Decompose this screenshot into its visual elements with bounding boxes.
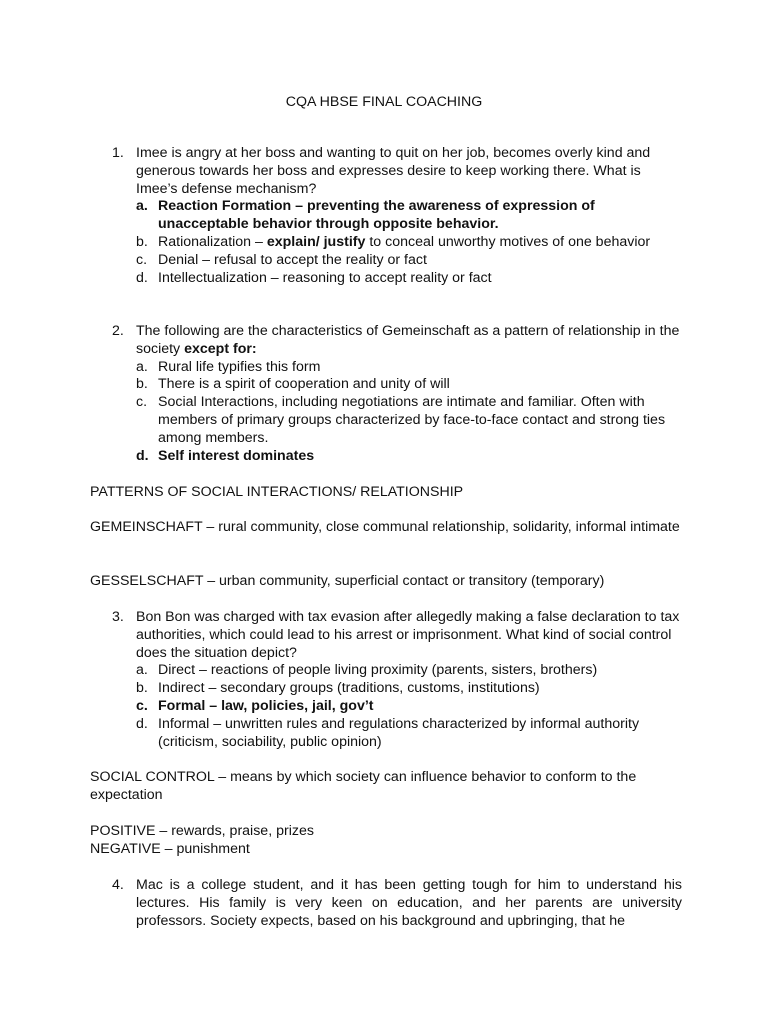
- option-list: [136, 198, 682, 287]
- option-b: [136, 376, 682, 394]
- option-text: Intellectualization – reasoning to accept reality or fact: [158, 269, 492, 286]
- option-list: [136, 662, 682, 751]
- option-a: [136, 662, 682, 680]
- option-b: [136, 680, 682, 698]
- question-number: 2.: [112, 323, 124, 339]
- option-letter: b.: [136, 233, 148, 250]
- option-letter: a.: [136, 662, 148, 679]
- option-letter: c.: [136, 394, 148, 411]
- option-letter: c.: [136, 697, 148, 714]
- question-2: [112, 323, 682, 465]
- option-d: [136, 270, 682, 288]
- question-stem-text: The following are the characteristics of Gemeinschaft as a pattern of relationship in the society: [136, 323, 680, 357]
- option-text-suffix: to conceal unworthy motives of one behavior: [365, 233, 651, 250]
- option-text: Denial – refusal to accept the reality or fact: [158, 251, 427, 268]
- option-text-prefix: Rationalization –: [158, 233, 267, 250]
- document-title: CQA HBSE FINAL COACHING: [285, 94, 483, 110]
- option-c: [136, 394, 682, 447]
- section-heading-patterns: PATTERNS OF SOCIAL INTERACTIONS/ RELATIONSHIP: [90, 484, 464, 500]
- question-stem: Imee is angry at her boss and wanting to quit on her job, becomes overly kind and generous towards her boss and expresses desire to keep working there. What is Imee’s defense mechanism?: [136, 145, 651, 197]
- definition-social-control: SOCIAL CONTROL – means by which society can influence behavior to conform to the expectation: [90, 769, 637, 803]
- option-text: Informal – unwritten rules and regulations characterized by informal authority (criticism, sociability, public opinion): [158, 715, 640, 750]
- option-text: Rural life typifies this form: [158, 358, 321, 375]
- question-3: [112, 609, 682, 751]
- option-text: Formal – law, policies, jail, gov’t: [158, 697, 374, 714]
- option-letter: d.: [136, 269, 148, 286]
- option-c: [136, 252, 682, 270]
- option-letter: a.: [136, 358, 148, 375]
- definition-positive: POSITIVE – rewards, praise, prizes: [90, 823, 314, 839]
- question-stem: Mac is a college student, and it has been getting tough for him to understand his lectures. His family is very keen on education, and her parents are university professors. Society expects, based on his background and upbringing, that he: [136, 877, 682, 929]
- option-letter: b.: [136, 680, 148, 697]
- option-letter: c.: [136, 251, 148, 268]
- question-4: [112, 877, 682, 930]
- option-a: [136, 198, 682, 234]
- option-d: [136, 716, 682, 752]
- option-text: There is a spirit of cooperation and unity of will: [158, 376, 450, 393]
- option-text: Indirect – secondary groups (traditions, customs, institutions): [158, 680, 540, 697]
- option-text: Social Interactions, including negotiations are intimate and familiar. Often with members of primary groups characterized by face-to-face contact and strong ties among members.: [158, 394, 666, 446]
- option-list: [112, 359, 682, 466]
- option-text: Self interest dominates: [158, 447, 315, 464]
- definition-negative: NEGATIVE – punishment: [90, 841, 250, 857]
- question-stem-emphasis: except for:: [184, 340, 257, 357]
- definition-gesselschaft: GESSELSCHAFT – urban community, superficial contact or transitory (temporary): [90, 573, 605, 589]
- option-text: Reaction Formation – preventing the awareness of expression of unacceptable behavior through opposite behavior.: [158, 198, 595, 233]
- option-c: [136, 698, 682, 716]
- question-1: [112, 145, 682, 287]
- option-letter: d.: [136, 447, 149, 464]
- question-stem: [136, 323, 682, 359]
- option-letter: b.: [136, 376, 148, 393]
- option-letter: a.: [136, 198, 148, 215]
- option-a: [136, 359, 682, 377]
- option-letter: d.: [136, 715, 148, 732]
- question-stem: Bon Bon was charged with tax evasion after allegedly making a false declaration to tax authorities, which could lead to his arrest or imprisonment. What kind of social control does the situation depict?: [136, 609, 680, 661]
- option-text-emphasis: explain/ justify: [266, 233, 366, 250]
- definition-gemeinschaft: GEMEINSCHAFT – rural community, close communal relationship, solidarity, informal intimate: [90, 519, 680, 535]
- option-d: [136, 448, 682, 466]
- question-number: 3.: [112, 609, 124, 625]
- question-number: 4.: [112, 877, 124, 893]
- option-b: [136, 234, 682, 252]
- question-number: 1.: [112, 145, 124, 161]
- option-text: Direct – reactions of people living proximity (parents, sisters, brothers): [158, 662, 598, 679]
